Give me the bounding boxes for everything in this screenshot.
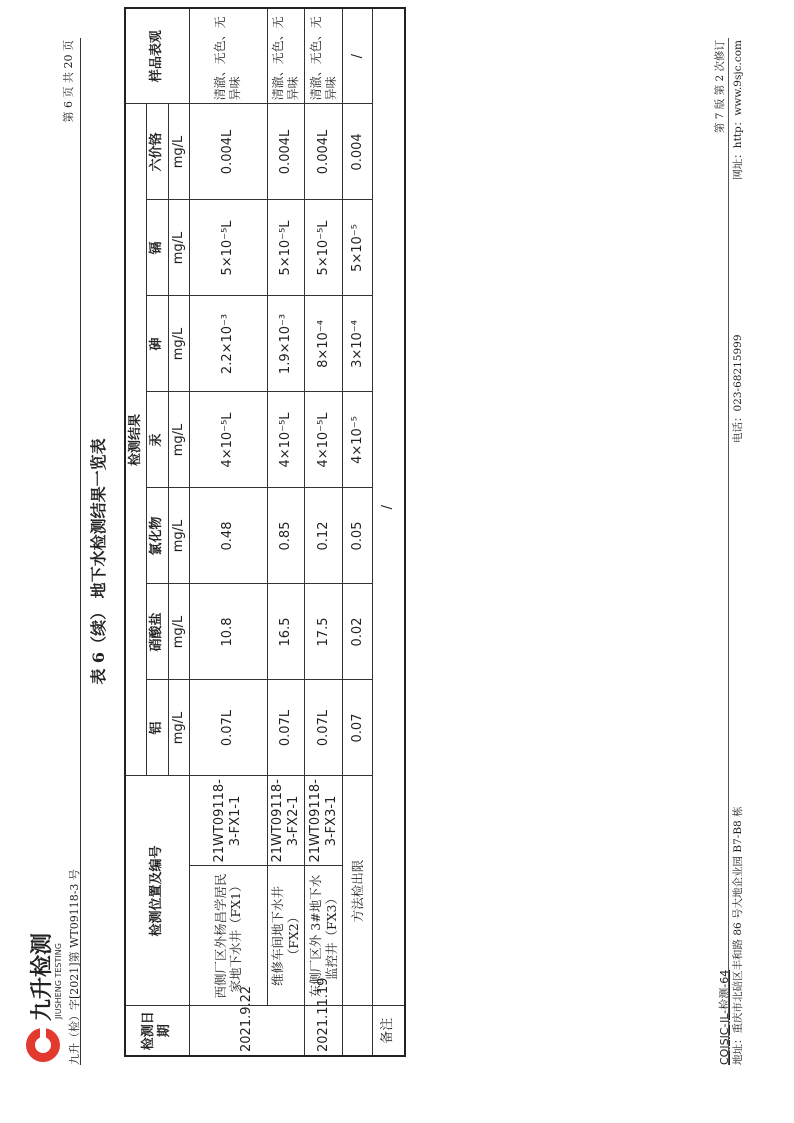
value-cell: 4×10⁻⁵L xyxy=(267,392,305,488)
unit-cell: mg/L xyxy=(168,392,189,488)
unit-cell: mg/L xyxy=(168,296,189,392)
value-cell: 0.07L xyxy=(267,680,305,776)
appearance-cell: 清澈、无色、无异味 xyxy=(267,8,305,104)
value-cell: 5×10⁻⁵L xyxy=(305,200,343,296)
value-cell: 0.07L xyxy=(305,680,343,776)
footer-divider xyxy=(728,38,729,1065)
value-cell: 0.85 xyxy=(267,488,305,584)
logo-subtext: JIUSHENG TESTING xyxy=(54,943,63,1019)
location-cell: 维修车间地下水井（FX2） xyxy=(267,866,305,1006)
limit-cell: 3×10⁻⁴ xyxy=(343,296,373,392)
limit-cell: 0.02 xyxy=(343,584,373,680)
param-header: 汞 xyxy=(147,392,168,488)
remarks-value: / xyxy=(373,8,405,1006)
limit-cell: 0.07 xyxy=(343,680,373,776)
value-cell: 17.5 xyxy=(305,584,343,680)
logo-text: 九升检测 xyxy=(30,932,55,1021)
phone: 电话：023-68215999 xyxy=(732,334,744,443)
unit-cell: mg/L xyxy=(168,104,189,200)
table-row xyxy=(305,8,343,1056)
param-header: 砷 xyxy=(147,296,168,392)
remarks-row xyxy=(373,8,405,1056)
sample-id-cell: 21WT09118-3-FX1-1 xyxy=(189,776,267,866)
value-cell: 0.48 xyxy=(189,488,267,584)
value-cell: 1.9×10⁻³ xyxy=(267,296,305,392)
value-cell: 8×10⁻⁴ xyxy=(305,296,343,392)
value-cell: 0.12 xyxy=(305,488,343,584)
date-cell: 2021.11.19 xyxy=(305,1006,343,1056)
param-header: 镉 xyxy=(147,200,168,296)
value-cell: 16.5 xyxy=(267,584,305,680)
value-cell: 10.8 xyxy=(189,584,267,680)
value-cell: 2.2×10⁻³ xyxy=(189,296,267,392)
location-cell: 东侧厂区外 3#地下水监控井（FX3） xyxy=(305,866,343,1006)
header-date: 检测日期 xyxy=(125,1006,189,1056)
limit-cell: 5×10⁻⁵ xyxy=(343,200,373,296)
limit-cell: 4×10⁻⁵ xyxy=(343,392,373,488)
value-cell: 0.004L xyxy=(267,104,305,200)
param-header: 硝酸盐 xyxy=(147,584,168,680)
remarks-label: 备注 xyxy=(373,1006,405,1056)
header-appearance: 样品表观 xyxy=(125,8,189,104)
page-info: 第 6 页 共 20 页 xyxy=(62,40,75,123)
unit-cell: mg/L xyxy=(168,584,189,680)
param-header: 氯化物 xyxy=(147,488,168,584)
table-row xyxy=(267,8,305,1056)
date-cell: 2021.9.22 xyxy=(189,1006,305,1056)
detection-limit-row xyxy=(343,8,373,1056)
value-cell: 0.004L xyxy=(305,104,343,200)
param-header: 六价铬 xyxy=(147,104,168,200)
website: 网址：http：www.9sjc.com xyxy=(732,40,744,180)
value-cell: 5×10⁻⁵L xyxy=(267,200,305,296)
limit-appearance-cell: / xyxy=(343,8,373,104)
address: 地址：重庆市北碚区丰和路 86 号大地企业园 B7-B8 栋 xyxy=(732,806,744,1065)
value-cell: 5×10⁻⁵L xyxy=(189,200,267,296)
value-cell: 0.07L xyxy=(189,680,267,776)
location-cell: 西侧厂区外杨昌学居民家地下水井（FX1） xyxy=(189,866,267,1006)
form-code: CQJSJC-JL-检测-64 xyxy=(718,969,731,1065)
empty-cell xyxy=(343,1006,373,1056)
value-cell: 4×10⁻⁵L xyxy=(189,392,267,488)
company-logo xyxy=(22,845,64,1065)
unit-cell: mg/L xyxy=(168,680,189,776)
report-number: 九升（检）字[2021]第 WT09118-3 号 xyxy=(68,869,81,1065)
detection-limit-label: 方法检出限 xyxy=(343,776,373,1006)
header-results: 检测结果 xyxy=(125,104,147,776)
value-cell: 0.004L xyxy=(189,104,267,200)
appearance-cell: 清澈、无色、无异味 xyxy=(189,8,267,104)
sample-id-cell: 21WT09118-3-FX2-1 xyxy=(267,776,305,866)
sample-id-cell: 21WT09118-3-FX3-1 xyxy=(305,776,343,866)
table-caption: 表 6（续） 地下水检测结果一览表 xyxy=(89,438,108,685)
header-divider xyxy=(80,38,81,1065)
unit-cell: mg/L xyxy=(168,488,189,584)
limit-cell: 0.004 xyxy=(343,104,373,200)
limit-cell: 0.05 xyxy=(343,488,373,584)
header-location: 检测位置及编号 xyxy=(125,776,189,1006)
groundwater-results-table xyxy=(124,7,406,1057)
table-row xyxy=(189,8,267,1056)
unit-cell: mg/L xyxy=(168,200,189,296)
value-cell: 4×10⁻⁵L xyxy=(305,392,343,488)
appearance-cell: 清澈、无色、无异味 xyxy=(305,8,343,104)
param-header: 铝 xyxy=(147,680,168,776)
edition: 第 7 版 第 2 次修订 xyxy=(714,40,726,134)
